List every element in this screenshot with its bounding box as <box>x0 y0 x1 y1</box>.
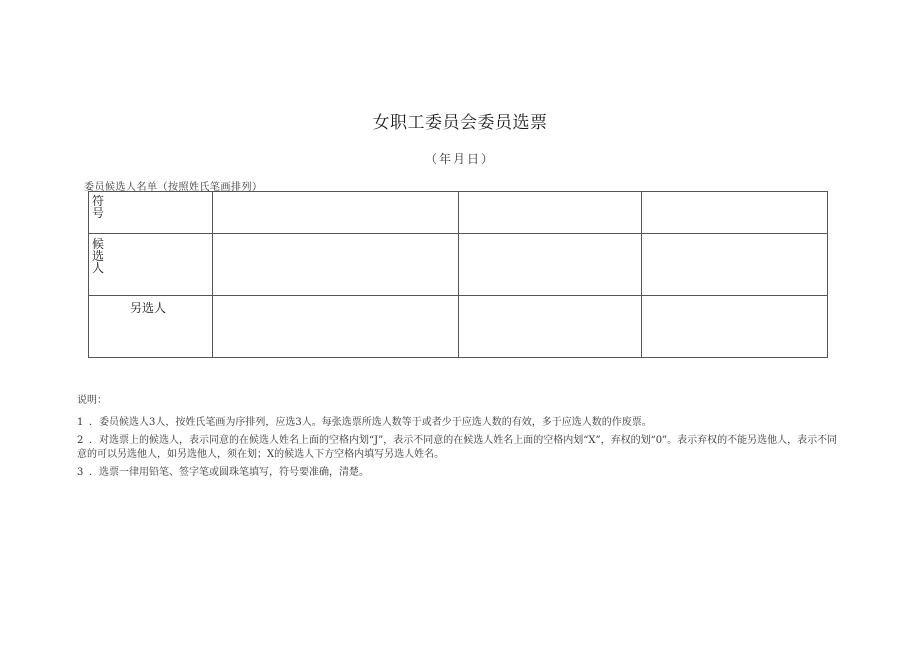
instruction-number: 1 <box>77 417 84 428</box>
other-candidate-cell-2[interactable] <box>459 296 642 358</box>
symbol-row-header <box>89 192 213 234</box>
candidate-row-header <box>89 234 213 296</box>
ballot-title: 女职工委员会委员选票 <box>372 113 548 133</box>
symbol-cell-1[interactable] <box>213 192 459 234</box>
symbol-label: 符号 <box>92 194 105 220</box>
instruction-text: ．委员候选人3人，按姓氏笔画为序排列，应选3人。每张选票所选人数等于或者少于应选人数的有效，多于应选人数的作废票。 <box>89 417 652 428</box>
other-candidate-row <box>89 296 828 358</box>
instruction-item <box>77 466 847 480</box>
other-candidate-cell-3[interactable] <box>642 296 828 358</box>
symbol-row <box>89 192 828 234</box>
instruction-text: ．对选票上的候选人，表示同意的在候选人姓名上面的空格内划“J”，表示不同意的在候选人姓名上面的空格内划“X”，弃权的划“0”。表示弃权的不能另选他人，表示不同意的可以另选他人，如另选他人，须在划；X的候选人下方空格内填写另选人姓名。 <box>77 435 838 460</box>
other-candidate-cell-1[interactable] <box>213 296 459 358</box>
other-candidate-row-header <box>89 296 213 358</box>
candidate-cell-2 <box>459 234 642 296</box>
candidate-label: 候选人 <box>92 237 105 275</box>
candidate-list-caption: 委员候选人名单（按照姓氏笔画排列） <box>84 182 263 193</box>
instruction-number: 3 <box>77 467 84 478</box>
symbol-cell-3[interactable] <box>642 192 828 234</box>
instruction-number: 2 <box>77 435 84 446</box>
instruction-item <box>77 434 847 462</box>
instructions-heading: 说明： <box>77 395 107 406</box>
candidate-cell-1 <box>213 234 459 296</box>
instruction-item <box>77 416 847 430</box>
ballot-table <box>88 191 828 358</box>
ballot-date: （年月日） <box>424 152 495 166</box>
instruction-text: ．选票一律用铅笔、签字笔或圆珠笔填写，符号要准确，清楚。 <box>89 467 369 478</box>
candidate-cell-3 <box>642 234 828 296</box>
symbol-cell-2[interactable] <box>459 192 642 234</box>
instructions <box>77 394 847 484</box>
other-candidate-label: 另选人 <box>130 301 167 315</box>
candidate-row <box>89 234 828 296</box>
